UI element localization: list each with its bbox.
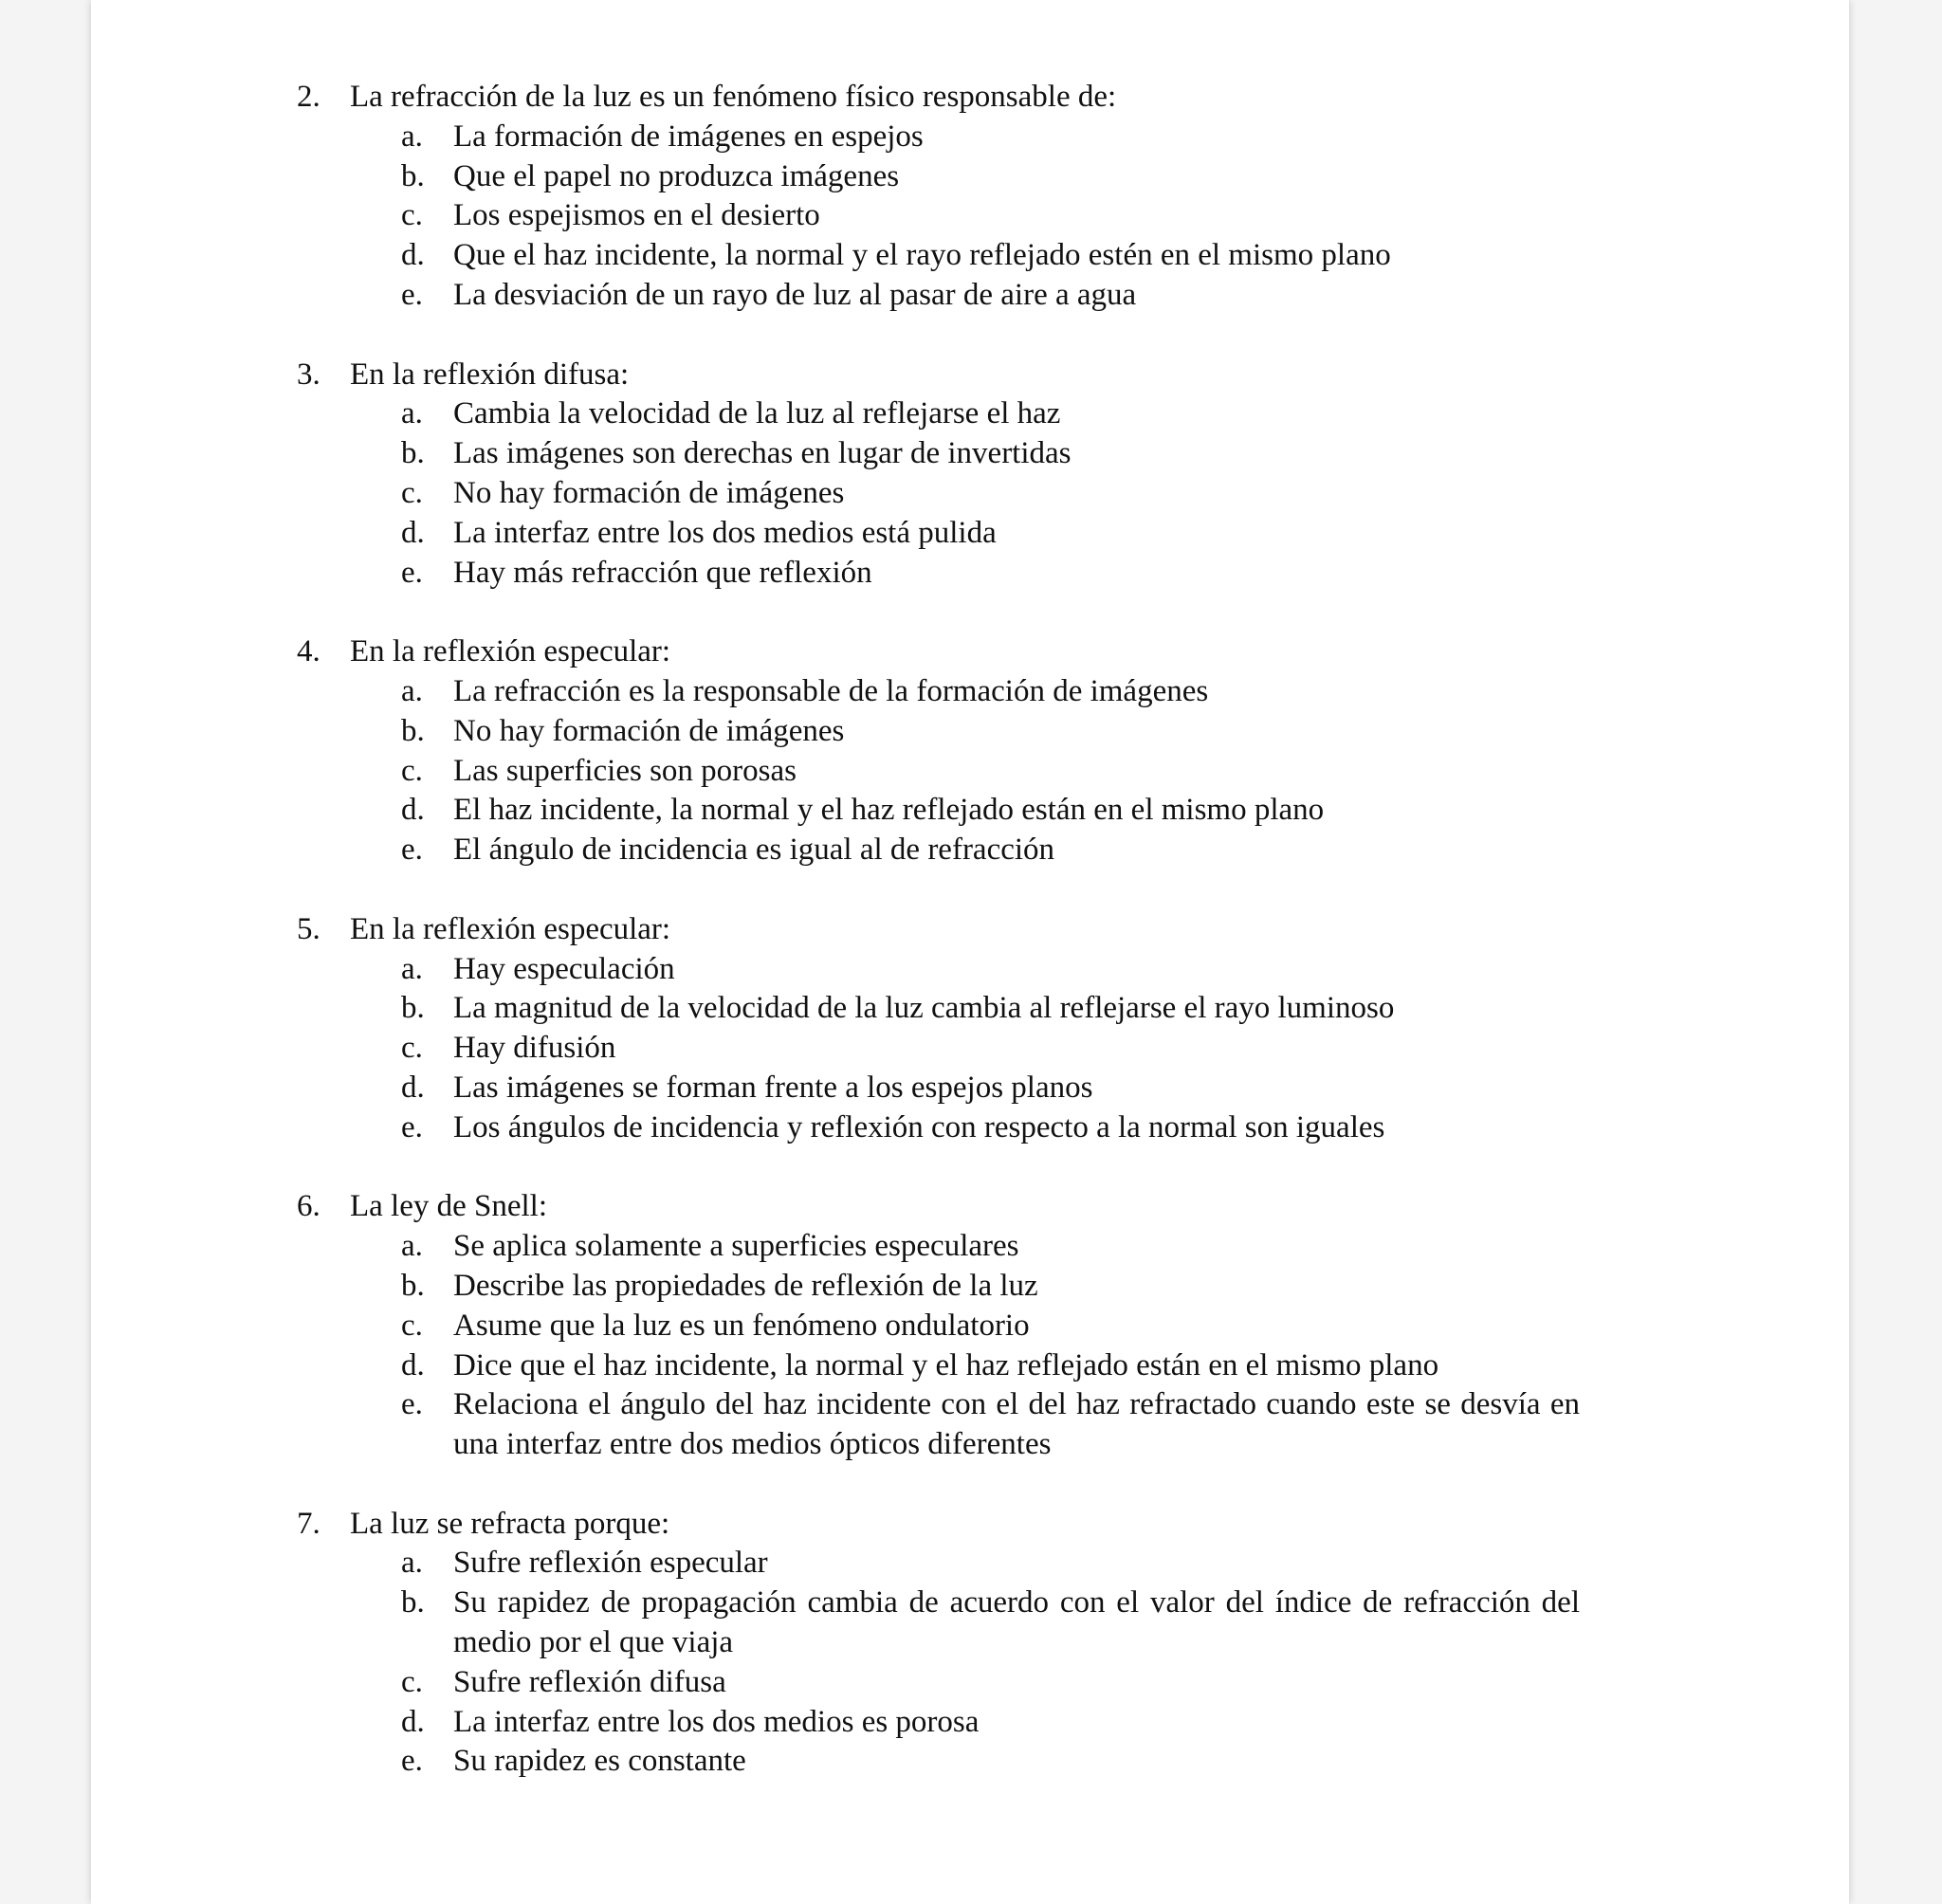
option-letter: b. bbox=[401, 991, 425, 1026]
option-letter: b. bbox=[401, 1585, 425, 1620]
question-text: En la reflexión especular: bbox=[350, 911, 671, 946]
question-list bbox=[91, 78, 1849, 1822]
question-number: 6. bbox=[297, 1189, 321, 1224]
answer-option bbox=[91, 791, 1580, 831]
option-letter: c. bbox=[401, 753, 423, 788]
question-text: La luz se refracta porque: bbox=[350, 1506, 670, 1541]
option-letter: c. bbox=[401, 1664, 423, 1699]
option-letter: e. bbox=[401, 1744, 423, 1779]
answer-option bbox=[91, 712, 1580, 752]
option-text: El ángulo de incidencia es igual al de refracción bbox=[453, 833, 1055, 868]
question-stem bbox=[91, 910, 1849, 950]
document-page bbox=[91, 0, 1849, 1904]
option-letter: e. bbox=[401, 277, 423, 312]
option-letter: c. bbox=[401, 198, 423, 233]
answer-option bbox=[91, 434, 1580, 474]
option-text: La interfaz entre los dos medios es porosa bbox=[453, 1704, 980, 1739]
question-text: La ley de Snell: bbox=[350, 1189, 548, 1224]
answer-option bbox=[91, 1069, 1580, 1108]
option-text: Su rapidez de propagación cambia de acuerdo con el valor del índice de refracción del medio por el que viaja bbox=[453, 1585, 1580, 1660]
option-letter: d. bbox=[401, 793, 425, 828]
question-block bbox=[91, 1187, 1849, 1465]
option-letter: a. bbox=[401, 951, 423, 986]
option-text: Sufre reflexión especular bbox=[453, 1546, 768, 1581]
option-text: Los espejismos en el desierto bbox=[453, 198, 820, 233]
option-text: Que el haz incidente, la normal y el rayo reflejado estén en el mismo plano bbox=[453, 238, 1391, 273]
answer-option bbox=[91, 1544, 1580, 1584]
option-text: Asume que la luz es un fenómeno ondulatorio bbox=[453, 1308, 1030, 1343]
option-text: Las superficies son porosas bbox=[453, 753, 797, 788]
question-number: 3. bbox=[297, 357, 321, 392]
option-letter: a. bbox=[401, 119, 423, 154]
answer-option bbox=[91, 474, 1580, 514]
answer-option bbox=[91, 514, 1580, 554]
option-letter: a. bbox=[401, 396, 423, 431]
question-block bbox=[91, 910, 1849, 1148]
option-text: La refracción es la responsable de la formación de imágenes bbox=[453, 673, 1209, 708]
question-text: En la reflexión especular: bbox=[350, 634, 671, 669]
question-stem bbox=[91, 78, 1849, 118]
answer-option bbox=[91, 394, 1580, 434]
option-text: Que el papel no produzca imágenes bbox=[453, 158, 900, 193]
question-number: 2. bbox=[297, 80, 321, 114]
option-letter: c. bbox=[401, 1031, 423, 1066]
option-letter: e. bbox=[401, 1387, 423, 1422]
option-text: Hay difusión bbox=[453, 1031, 616, 1066]
option-letter: e. bbox=[401, 555, 423, 590]
answer-option bbox=[91, 157, 1580, 197]
option-letter: d. bbox=[401, 1347, 425, 1382]
question-block bbox=[91, 78, 1849, 316]
option-letter: d. bbox=[401, 238, 425, 273]
question-number: 7. bbox=[297, 1506, 321, 1541]
answer-option bbox=[91, 236, 1580, 276]
option-letter: d. bbox=[401, 1704, 425, 1739]
answer-option bbox=[91, 989, 1580, 1029]
option-text: Describe las propiedades de reflexión de la luz bbox=[453, 1268, 1038, 1303]
option-letter: b. bbox=[401, 1268, 425, 1303]
option-letter: e. bbox=[401, 833, 423, 868]
question-stem bbox=[91, 1505, 1849, 1545]
option-letter: e. bbox=[401, 1109, 423, 1144]
option-text: No hay formación de imágenes bbox=[453, 475, 845, 510]
option-letter: a. bbox=[401, 1229, 423, 1264]
answer-option bbox=[91, 1703, 1580, 1743]
question-number: 4. bbox=[297, 634, 321, 669]
option-text: Las imágenes se forman frente a los espejos planos bbox=[453, 1070, 1093, 1105]
option-text: Cambia la velocidad de la luz al reflejarse el haz bbox=[453, 396, 1061, 431]
option-text: Hay especulación bbox=[453, 951, 675, 986]
question-block bbox=[91, 1505, 1849, 1783]
question-text: La refracción de la luz es un fenómeno físico responsable de: bbox=[350, 80, 1117, 114]
answer-option bbox=[91, 196, 1580, 236]
answer-option bbox=[91, 1584, 1580, 1663]
option-text: La interfaz entre los dos medios está pulida bbox=[453, 515, 997, 550]
answer-option bbox=[91, 1742, 1580, 1782]
answer-option bbox=[91, 1663, 1580, 1703]
answer-option bbox=[91, 1029, 1580, 1069]
option-text: Relaciona el ángulo del haz incidente con el del haz refractado cuando este se desvía en una interfaz entre dos medios ópticos diferentes bbox=[453, 1387, 1580, 1462]
answer-option bbox=[91, 672, 1580, 712]
answer-option bbox=[91, 1227, 1580, 1267]
option-letter: b. bbox=[401, 436, 425, 471]
option-text: Dice que el haz incidente, la normal y el haz reflejado están en el mismo plano bbox=[453, 1347, 1439, 1382]
option-text: Las imágenes son derechas en lugar de invertidas bbox=[453, 436, 1072, 471]
answer-option bbox=[91, 276, 1580, 316]
question-block bbox=[91, 632, 1849, 870]
answer-option bbox=[91, 1346, 1580, 1386]
question-stem bbox=[91, 356, 1849, 395]
question-block bbox=[91, 356, 1849, 594]
option-text: Se aplica solamente a superficies especulares bbox=[453, 1229, 1019, 1264]
option-text: La formación de imágenes en espejos bbox=[453, 119, 924, 154]
option-letter: a. bbox=[401, 1546, 423, 1581]
answer-option bbox=[91, 831, 1580, 870]
question-text: En la reflexión difusa: bbox=[350, 357, 630, 392]
answer-option bbox=[91, 1385, 1580, 1465]
option-letter: b. bbox=[401, 158, 425, 193]
answer-option bbox=[91, 554, 1580, 594]
option-letter: a. bbox=[401, 673, 423, 708]
option-text: No hay formación de imágenes bbox=[453, 713, 845, 748]
answer-option bbox=[91, 1307, 1580, 1346]
option-letter: c. bbox=[401, 475, 423, 510]
question-stem bbox=[91, 1187, 1849, 1227]
option-text: Los ángulos de incidencia y reflexión con respecto a la normal son iguales bbox=[453, 1109, 1385, 1144]
option-text: La magnitud de la velocidad de la luz cambia al reflejarse el rayo luminoso bbox=[453, 991, 1395, 1026]
option-text: Sufre reflexión difusa bbox=[453, 1664, 726, 1699]
option-letter: d. bbox=[401, 515, 425, 550]
option-letter: c. bbox=[401, 1308, 423, 1343]
option-text: Hay más refracción que reflexión bbox=[453, 555, 872, 590]
answer-option bbox=[91, 1267, 1580, 1307]
option-text: El haz incidente, la normal y el haz reflejado están en el mismo plano bbox=[453, 793, 1325, 828]
option-letter: d. bbox=[401, 1070, 425, 1105]
answer-option bbox=[91, 1108, 1580, 1148]
option-letter: b. bbox=[401, 713, 425, 748]
question-number: 5. bbox=[297, 911, 321, 946]
answer-option bbox=[91, 752, 1580, 792]
question-stem bbox=[91, 632, 1849, 672]
option-text: Su rapidez es constante bbox=[453, 1744, 746, 1779]
answer-option bbox=[91, 950, 1580, 990]
answer-option bbox=[91, 118, 1580, 157]
option-text: La desviación de un rayo de luz al pasar de aire a agua bbox=[453, 277, 1137, 312]
